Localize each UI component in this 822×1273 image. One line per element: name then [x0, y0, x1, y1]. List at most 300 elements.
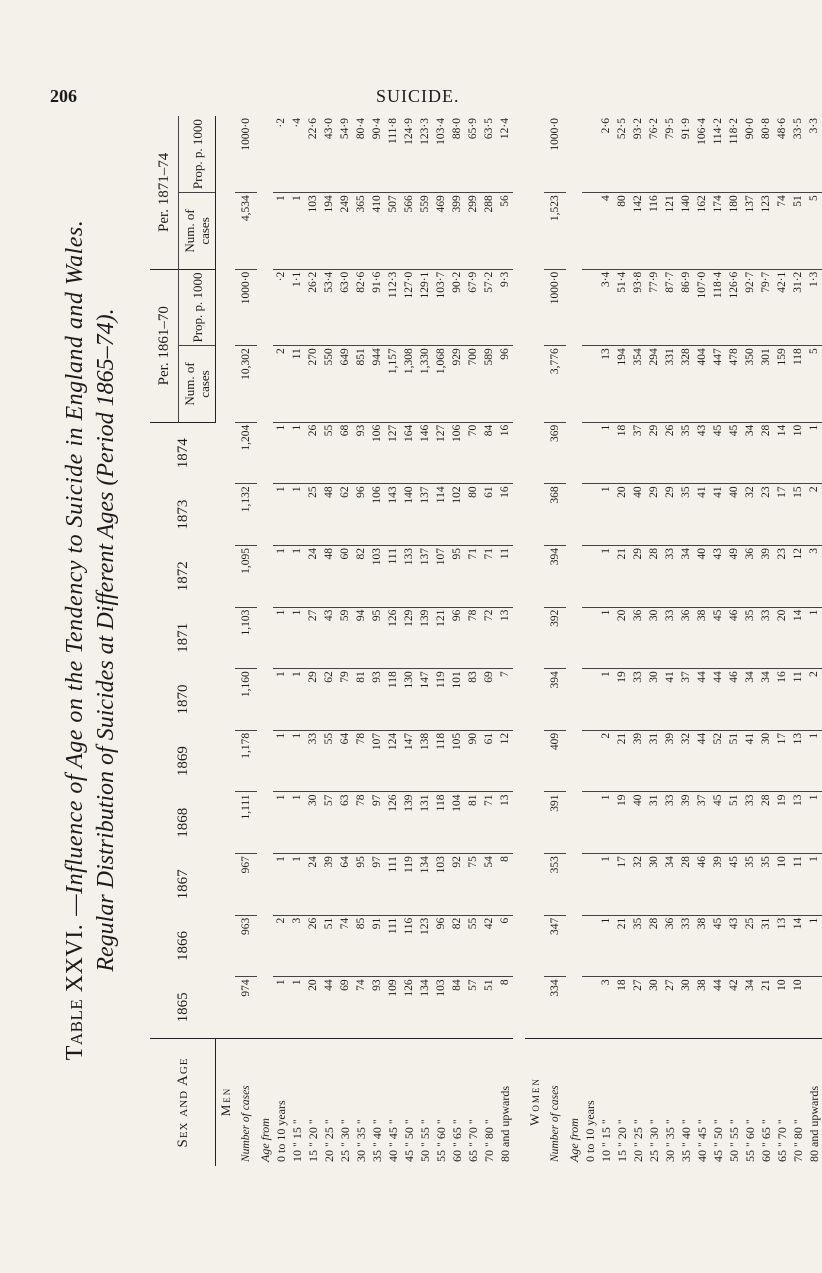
age-row-cell: 29 [662, 484, 678, 546]
year-header: 1874 [174, 438, 191, 469]
age-row-cell: 30 [305, 792, 321, 854]
age-row-cell: 126 [401, 977, 417, 1039]
age-row-cell: 1 [598, 854, 614, 916]
age-row-cell: 46 [726, 669, 742, 731]
age-row-cell: 25 [742, 915, 758, 977]
number-of-cases-cell: 1,095 [235, 545, 257, 607]
age-row-cell: 1 [598, 545, 614, 607]
age-group-label: 0 to 10 years [273, 1038, 289, 1166]
number-of-cases-cell: 1,111 [235, 792, 257, 854]
rotated-table-block [62, 110, 821, 1170]
num-cases-header: Num. of cases [179, 346, 216, 423]
number-of-cases-cell: 963 [235, 915, 257, 977]
age-row-cell: 126 [385, 607, 401, 669]
number-of-cases-cell: 1,178 [235, 730, 257, 792]
age-row-cell: 90·4 [371, 118, 383, 140]
age-group-label: 60 " 65 " [758, 1038, 774, 1166]
age-row-cell: 54 [481, 854, 497, 916]
age-row [385, 116, 401, 1166]
age-group-label: 70 " 80 " [790, 1038, 806, 1166]
age-row-cell: 97 [369, 792, 385, 854]
section-blank [216, 116, 236, 1038]
age-row-cell: 97 [369, 854, 385, 916]
age-row-cell: 32 [630, 854, 646, 916]
age-row-cell: 299 [465, 193, 481, 270]
age-row-cell: 119 [433, 669, 449, 731]
age-row-cell: 38 [694, 915, 710, 977]
age-row-cell: 1 [806, 915, 822, 977]
age-row-cell: 1 [273, 607, 289, 669]
age-row [726, 116, 742, 1166]
age-row-cell: 354 [630, 346, 646, 423]
age-group-label: 10 " 15 " [598, 1038, 614, 1166]
age-row-cell: 103 [433, 977, 449, 1039]
age-row-cell: 116 [646, 193, 662, 270]
age-row [630, 116, 646, 1166]
year-header: 1870 [174, 684, 191, 715]
age-row-cell: 15 [790, 484, 806, 546]
age-row [449, 116, 465, 1166]
age-row-cell: 43 [694, 422, 710, 484]
age-row-cell: 4 [598, 193, 614, 270]
number-of-cases-cell: 967 [235, 854, 257, 916]
age-row-cell: 130 [401, 669, 417, 731]
age-row-cell: 19 [614, 669, 630, 731]
age-row-cell: 68 [337, 422, 353, 484]
age-row-cell: 118 [790, 346, 806, 423]
age-row-cell: 71 [481, 545, 497, 607]
age-row-cell: 21 [614, 545, 630, 607]
age-row-cell: 22·6 [307, 118, 319, 140]
age-row-cell: 83 [465, 669, 481, 731]
age-group-label: 35 " 40 " [369, 1038, 385, 1166]
age-row-cell: 20 [614, 484, 630, 546]
age-row-cell: 20 [614, 607, 630, 669]
age-row-cell: 45 [726, 854, 742, 916]
age-group-label: 0 to 10 years [582, 1038, 598, 1166]
table-body [216, 116, 822, 1166]
age-row [305, 116, 321, 1166]
age-row-cell: 328 [678, 346, 694, 423]
age-row-cell: 119 [401, 854, 417, 916]
age-row-cell: 8 [497, 854, 513, 916]
age-row-cell: 111 [385, 915, 401, 977]
age-row-cell: 20 [774, 607, 790, 669]
age-row-cell: 92 [449, 854, 465, 916]
age-row-cell: 33 [305, 730, 321, 792]
age-row-cell: 55 [321, 730, 337, 792]
age-row-cell: 1 [806, 854, 822, 916]
age-row [481, 116, 497, 1166]
age-row-cell: 1 [598, 484, 614, 546]
age-row-cell: 1 [598, 915, 614, 977]
age-row-cell: 39 [630, 730, 646, 792]
age-row-cell: 3 [289, 915, 305, 977]
age-row-cell: 118·2 [728, 118, 740, 145]
age-row-cell: 33 [758, 607, 774, 669]
age-row [678, 116, 694, 1166]
age-row-cell: 29 [630, 545, 646, 607]
age-row-cell: 107 [433, 545, 449, 607]
age-row-cell: 294 [646, 346, 662, 423]
age-row-cell: 27 [305, 607, 321, 669]
age-row [742, 116, 758, 1166]
group-header-1871-74: Per. 1871–74 [150, 116, 179, 269]
age-row-cell: 1 [289, 607, 305, 669]
age-row-cell: 10 [774, 977, 790, 1039]
age-row-cell: 124 [385, 730, 401, 792]
age-row-cell: 13 [790, 792, 806, 854]
table-title: —Influence of Age on the Tendency to Suicide in England and Wales. [62, 219, 88, 916]
age-row-cell: 1 [598, 422, 614, 484]
age-row-cell: 1 [273, 484, 289, 546]
age-row-cell: 41 [742, 730, 758, 792]
age-row-cell: 43·0 [323, 118, 335, 140]
age-row [433, 116, 449, 1166]
age-from-label: Age from [566, 1038, 582, 1166]
age-row-cell: 127 [433, 422, 449, 484]
number-of-cases-cell: 1,523 [544, 193, 566, 270]
age-row-cell: 49 [726, 545, 742, 607]
age-row-cell: 39 [758, 545, 774, 607]
age-row [369, 116, 385, 1166]
age-row-cell: 111 [385, 545, 401, 607]
age-row-cell: 95 [449, 545, 465, 607]
number-of-cases-cell: 334 [544, 977, 566, 1039]
age-row-cell: 85 [353, 915, 369, 977]
age-row-cell: 103 [433, 854, 449, 916]
age-row-cell: 96 [433, 915, 449, 977]
age-row-cell: 78 [465, 607, 481, 669]
age-row-cell: 24 [305, 854, 321, 916]
age-group-label: 50 " 55 " [417, 1038, 433, 1166]
age-row-cell: 13 [598, 346, 614, 423]
age-row-cell: 18 [614, 422, 630, 484]
age-row-cell: 55 [321, 422, 337, 484]
age-row-cell: 33 [742, 792, 758, 854]
age-row-cell: 94 [353, 607, 369, 669]
age-row-cell: 44 [694, 669, 710, 731]
age-row-cell: 28 [646, 915, 662, 977]
age-row-cell: 31 [646, 730, 662, 792]
age-row-cell: 104 [449, 792, 465, 854]
number-of-cases-row [235, 116, 257, 1166]
age-group-label: 35 " 40 " [678, 1038, 694, 1166]
section-row [525, 116, 544, 1166]
age-row-cell: 1·1 [289, 269, 305, 346]
num-cases-header: Num. of cases [179, 193, 216, 270]
age-row-cell: 40 [726, 484, 742, 546]
age-row-cell: 39 [678, 792, 694, 854]
number-of-cases-cell: 369 [544, 422, 566, 484]
age-row-cell: 26·2 [305, 269, 321, 346]
age-row-cell: 16 [497, 484, 513, 546]
age-row-cell: 21 [614, 730, 630, 792]
age-row-cell: 34 [742, 422, 758, 484]
age-row-cell: 649 [337, 346, 353, 423]
age-row-cell: 447 [710, 346, 726, 423]
age-group-label: 65 " 70 " [774, 1038, 790, 1166]
age-from-blank [566, 116, 582, 1038]
age-row-cell: 111 [385, 854, 401, 916]
age-row-cell: 301 [758, 346, 774, 423]
age-row-cell: 2 [273, 915, 289, 977]
age-row-cell: 1 [273, 977, 289, 1039]
age-row-cell: 1,068 [433, 346, 449, 423]
age-row-cell: ·2 [273, 269, 289, 346]
age-row-cell: 126·6 [726, 269, 742, 346]
age-row [694, 116, 710, 1166]
age-row-cell: 45 [726, 422, 742, 484]
age-row-cell: 2 [598, 730, 614, 792]
age-row-cell: 21 [758, 977, 774, 1039]
age-row-cell: 74 [774, 193, 790, 270]
age-row-cell: 61 [481, 730, 497, 792]
age-row-cell: 18 [614, 977, 630, 1039]
age-row-cell: 118 [433, 792, 449, 854]
age-row-cell: 80·4 [355, 118, 367, 140]
age-row-cell: 121 [433, 607, 449, 669]
age-row-cell: 48 [321, 484, 337, 546]
age-row-cell: 140 [401, 484, 417, 546]
age-row-cell: 80 [465, 484, 481, 546]
age-row-cell: 60 [337, 545, 353, 607]
number-of-cases-cell: 4,534 [235, 193, 257, 270]
age-row-cell: 559 [417, 193, 433, 270]
age-row-cell: 34 [742, 977, 758, 1039]
age-row-cell: 134 [417, 977, 433, 1039]
age-row-cell: 45 [710, 792, 726, 854]
age-row-cell: 35 [678, 422, 694, 484]
age-row-cell: 1,157 [385, 346, 401, 423]
age-row-cell: 93 [369, 977, 385, 1039]
number-of-cases-cell: 368 [544, 484, 566, 546]
age-row-cell: 64 [337, 730, 353, 792]
number-of-cases-cell: 391 [544, 792, 566, 854]
age-row-cell: 700 [465, 346, 481, 423]
age-row-cell: 93 [369, 669, 385, 731]
age-row-cell: 86·9 [678, 269, 694, 346]
age-row-cell: 76·2 [648, 118, 660, 140]
age-row-cell: 62 [337, 484, 353, 546]
age-row-cell: 34 [662, 854, 678, 916]
age-row-cell: 79 [337, 669, 353, 731]
age-row-cell: 91·6 [369, 269, 385, 346]
age-row-cell: 129·1 [417, 269, 433, 346]
age-row-cell: 2 [273, 346, 289, 423]
age-row-cell: 118 [433, 730, 449, 792]
age-row-cell: 139 [401, 792, 417, 854]
age-row-cell [582, 854, 598, 916]
age-row-cell: 84 [481, 422, 497, 484]
age-row-cell: 96 [449, 607, 465, 669]
age-row-cell: 37 [694, 792, 710, 854]
age-row-cell: 90·2 [449, 269, 465, 346]
age-row-cell: 51 [726, 730, 742, 792]
number-of-cases-cell: 1,132 [235, 484, 257, 546]
age-row-cell: 26 [662, 422, 678, 484]
age-row-cell: 138 [417, 730, 433, 792]
age-row-cell: 38 [694, 607, 710, 669]
age-row-cell: 63·0 [337, 269, 353, 346]
age-row-cell: 44 [710, 669, 726, 731]
age-row-cell: 174 [710, 193, 726, 270]
age-row [401, 116, 417, 1166]
page-number: 206 [50, 86, 77, 106]
age-row-cell: 57·2 [481, 269, 497, 346]
age-row-cell: 30 [646, 854, 662, 916]
age-row-cell: 35 [678, 484, 694, 546]
age-row-cell: 3 [598, 977, 614, 1039]
age-row-cell: 146 [417, 422, 433, 484]
age-row-cell: 11 [790, 854, 806, 916]
age-row-cell: 74 [353, 977, 369, 1039]
age-row-cell: 67·9 [465, 269, 481, 346]
age-row-cell: 111·8 [387, 118, 399, 144]
age-row-cell: 109 [385, 977, 401, 1039]
age-row-cell [806, 977, 822, 1039]
age-row-cell: 1 [806, 730, 822, 792]
number-of-cases-cell: 394 [544, 669, 566, 731]
age-row-cell: 91 [369, 915, 385, 977]
age-row-cell: 12·4 [499, 118, 511, 140]
age-row-cell [582, 193, 598, 270]
age-row-cell: 16 [774, 669, 790, 731]
age-row-cell: 61 [481, 484, 497, 546]
age-row-cell: 126 [385, 792, 401, 854]
age-row-cell: 1 [273, 422, 289, 484]
section-title: Men [216, 1038, 236, 1166]
age-row-cell: 10 [774, 854, 790, 916]
age-row-cell: 102 [449, 484, 465, 546]
age-row [465, 116, 481, 1166]
age-row-cell: 589 [481, 346, 497, 423]
age-row-cell: 114·2 [712, 118, 724, 145]
age-row-cell: 1 [273, 854, 289, 916]
age-row-cell: 140 [678, 193, 694, 270]
age-row-cell: 5 [806, 346, 822, 423]
age-row-cell: 96 [353, 484, 369, 546]
age-row-cell: 12 [497, 730, 513, 792]
age-row-cell: 478 [726, 346, 742, 423]
age-row-cell: 29 [305, 669, 321, 731]
number-of-cases-cell: 1,103 [235, 607, 257, 669]
age-row-cell: 399 [449, 193, 465, 270]
age-row-cell: 137 [742, 193, 758, 270]
age-row-cell: 103 [369, 545, 385, 607]
number-of-cases-cell: 347 [544, 915, 566, 977]
age-group-label: 80 and upwards [806, 1038, 822, 1166]
age-row-cell: 12 [790, 545, 806, 607]
age-row [353, 116, 369, 1166]
age-row-cell [582, 422, 598, 484]
age-row-cell: 45 [710, 915, 726, 977]
age-row-cell: 103 [305, 193, 321, 270]
age-group-label: 20 " 25 " [630, 1038, 646, 1166]
number-of-cases-label: Number of cases [235, 1038, 257, 1166]
age-row-cell: 30 [678, 977, 694, 1039]
age-row-cell: 93·2 [632, 118, 644, 140]
age-row-cell: 79·5 [664, 118, 676, 140]
age-row-cell: 1 [598, 792, 614, 854]
age-row-cell: 36 [662, 915, 678, 977]
age-row-cell: 57 [321, 792, 337, 854]
age-row-cell: 851 [353, 346, 369, 423]
age-row-cell: 80·8 [760, 118, 772, 140]
age-row-cell: 410 [369, 193, 385, 270]
age-row-cell: 63·5 [483, 118, 495, 140]
age-row-cell: 17 [774, 484, 790, 546]
year-header: 1871 [174, 622, 191, 653]
age-row-cell: 114 [433, 484, 449, 546]
age-row-cell: 566 [401, 193, 417, 270]
age-row-cell: 51 [321, 915, 337, 977]
age-row [598, 116, 614, 1166]
age-from-blank [257, 116, 273, 1038]
age-row-cell: 3 [806, 545, 822, 607]
age-row-cell: 1 [273, 730, 289, 792]
age-row-cell: 123 [758, 193, 774, 270]
age-row-cell: 14 [790, 915, 806, 977]
age-row-cell: 46 [726, 607, 742, 669]
age-row-cell: 51 [726, 792, 742, 854]
age-row [806, 116, 822, 1166]
group-header-row [150, 116, 179, 1166]
age-row-cell: 35 [742, 854, 758, 916]
age-row-cell: 26 [305, 915, 321, 977]
year-header: 1868 [174, 807, 191, 838]
age-row-cell: 1 [273, 193, 289, 270]
age-row-cell: 34 [742, 669, 758, 731]
age-row-cell: 37 [678, 669, 694, 731]
age-row-cell: 33 [662, 792, 678, 854]
age-row-cell: 92·7 [742, 269, 758, 346]
age-row-cell: 40 [694, 545, 710, 607]
age-from-row [257, 116, 273, 1166]
age-row-cell: 1 [598, 669, 614, 731]
number-of-cases-cell: 1,204 [235, 422, 257, 484]
age-row-cell: 133 [401, 545, 417, 607]
section-title: Women [525, 1038, 544, 1166]
age-row-cell: 147 [417, 669, 433, 731]
age-row-cell: 13 [790, 730, 806, 792]
age-row-cell: 56 [497, 193, 513, 270]
age-row-cell [582, 730, 598, 792]
age-row-cell: 1 [598, 607, 614, 669]
age-row-cell: 127 [385, 422, 401, 484]
age-group-label: 40 " 45 " [694, 1038, 710, 1166]
age-row-cell: 1 [273, 669, 289, 731]
age-row-cell: 929 [449, 346, 465, 423]
age-row-cell: 70 [465, 422, 481, 484]
age-group-label: 55 " 60 " [742, 1038, 758, 1166]
age-row-cell: 194 [614, 346, 630, 423]
age-row-cell: ·4 [291, 118, 303, 128]
age-row-cell: 90 [465, 730, 481, 792]
age-row-cell: 121 [662, 193, 678, 270]
age-row-cell: 112·3 [385, 269, 401, 346]
number-of-cases-cell: 974 [235, 977, 257, 1039]
year-header: 1869 [174, 746, 191, 777]
spacer [513, 116, 525, 1166]
age-row-cell: 93·8 [630, 269, 646, 346]
age-row-cell: 82 [353, 545, 369, 607]
age-row-cell: 69 [481, 669, 497, 731]
age-row-cell: 39 [321, 854, 337, 916]
age-row-cell: 127·0 [401, 269, 417, 346]
age-row-cell: 34 [758, 669, 774, 731]
age-group-label: 45 " 50 " [401, 1038, 417, 1166]
